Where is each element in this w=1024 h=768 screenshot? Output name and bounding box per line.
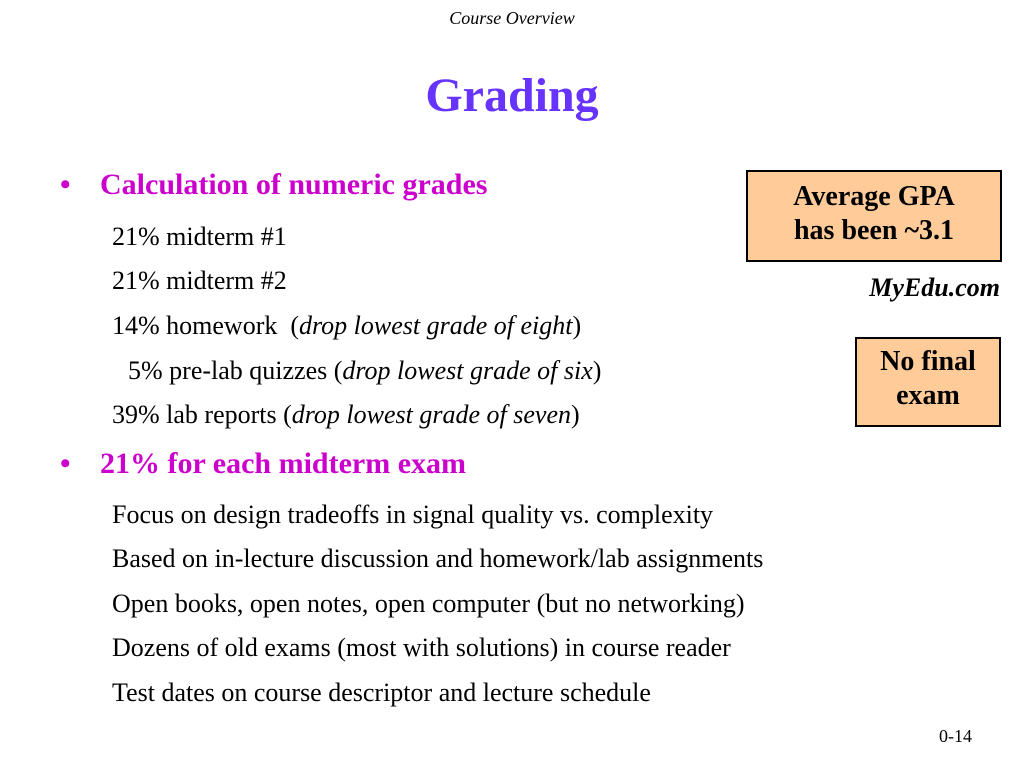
gpa-line-1: Average GPA	[793, 181, 955, 212]
bullet-calculation	[60, 168, 487, 202]
item-suffix: )	[571, 400, 580, 429]
item-prefix: 39% lab reports (	[112, 400, 292, 429]
grade-item-lab-reports	[112, 400, 580, 430]
item-note: drop lowest grade of eight	[299, 311, 573, 340]
slide-header: Course Overview	[449, 8, 575, 28]
grade-item-homework	[112, 311, 581, 341]
exam-item-open-books: Open books, open notes, open computer (but no networking)	[112, 589, 745, 618]
item-prefix: 14% homework (	[112, 311, 300, 340]
item-note: drop lowest grade of seven	[291, 400, 572, 429]
page-number: 0-14	[939, 726, 972, 746]
exam-item-old-exams: Dozens of old exams (most with solutions) in course reader	[112, 633, 731, 662]
bullet-midterm-exam	[60, 447, 466, 481]
exam-item-based-on: Based on in-lecture discussion and homework/lab assignments	[112, 544, 764, 573]
no-final-line-2: exam	[896, 380, 960, 411]
item-suffix: )	[572, 311, 582, 340]
grade-item-prelab	[128, 356, 601, 386]
no-final-line-1: No final	[880, 346, 976, 377]
item-suffix: )	[592, 356, 602, 385]
exam-item-test-dates: Test dates on course descriptor and lecture schedule	[112, 678, 651, 707]
grade-item-midterm-2: 21% midterm #2	[112, 266, 287, 295]
grade-item-midterm-1: 21% midterm #1	[112, 222, 287, 251]
no-final-callout-box	[855, 337, 1001, 427]
source-label: MyEdu.com	[869, 273, 1000, 302]
bullet-dot-icon: •	[60, 447, 71, 480]
bullet-dot-icon: •	[60, 168, 71, 201]
item-prefix: 5% pre-lab quizzes (	[128, 356, 343, 385]
gpa-callout-box	[746, 170, 1002, 262]
gpa-line-2: has been ~3.1	[793, 215, 955, 246]
slide-title: Grading	[425, 69, 599, 122]
exam-item-focus: Focus on design tradeoffs in signal quality vs. complexity	[112, 500, 714, 529]
bullet-heading: 21% for each midterm exam	[100, 447, 467, 480]
item-note: drop lowest grade of six	[342, 356, 593, 385]
bullet-heading: Calculation of numeric grades	[100, 168, 488, 201]
